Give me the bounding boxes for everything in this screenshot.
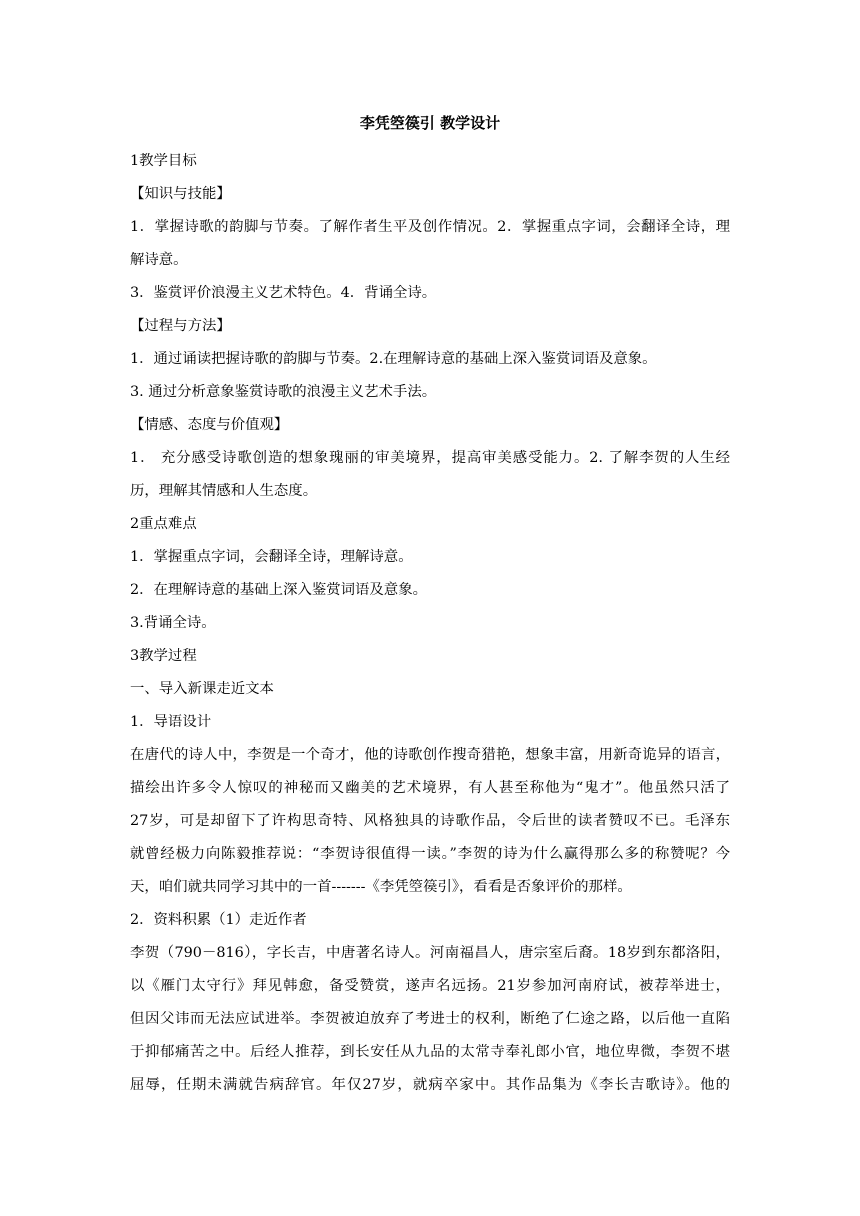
text-line: 1．通过诵读把握诗歌的韵脚与节奏。2.在理解诗意的基础上深入鉴赏词语及意象。 [130,351,657,367]
text-line: 天，咱们就共同学习其中的一首-------《李凭箜篌引》，看看是否象评价的那样。 [130,879,632,895]
text-line: 2重点难点 [130,516,197,532]
text-line: 【过程与方法】 [130,318,231,334]
text-line: 1．掌握诗歌的韵脚与节奏。了解作者生平及创作情况。2．掌握重点字词，会翻译全诗，理 [130,219,730,235]
text-line: 2．资料积累（1）走近作者 [130,912,307,928]
text-line: 3教学过程 [130,648,197,664]
text-line: 1教学目标 [130,153,197,169]
text-line: 李贺（790－816），字长吉，中唐著名诗人。河南福昌人，唐宗室后裔。18岁到东都洛阳， [130,945,730,961]
text-line: 一、导入新课走近文本 [130,681,274,697]
text-line: 在唐代的诗人中，李贺是一个奇才，他的诗歌创作搜奇猎艳，想象丰富，用新奇诡异的语言， [130,747,730,763]
text-line: 但因父讳而无法应试进举。李贺被迫放弃了考进士的权利，断绝了仁途之路，以后他一直陷 [130,1011,730,1027]
text-line: 27岁，可是却留下了许构思奇特、风格独具的诗歌作品，令后世的读者赞叹不已。毛泽东 [130,813,730,829]
text-line: 解诗意。 [130,252,188,268]
text-line: 3.背诵全诗。 [130,615,216,631]
text-line: 以《雁门太守行》拜见韩愈，备受赞赏，遂声名远扬。21岁参加河南府试，被荐举进士， [130,978,730,994]
text-line: 1．导语设计 [130,714,212,730]
document-title: 李凭箜篌引 教学设计 [359,114,501,132]
text-line: 于抑郁痛苦之中。后经人推荐，到长安任从九品的太常寺奉礼郎小官，地位卑微，李贺不堪 [130,1044,730,1060]
text-line: 历，理解其情感和人生态度。 [130,483,318,499]
text-line: 3．鉴赏评价浪漫主义艺术特色。4．背诵全诗。 [130,285,437,301]
text-line: 【情感、态度与价值观】 [130,417,289,433]
text-line: 屈辱，任期未满就告病辞官。年仅27岁，就病卒家中。其作品集为《李长吉歌诗》。他的 [130,1077,730,1093]
text-line: 描绘出许多令人惊叹的神秘而又幽美的艺术境界，有人甚至称他为“鬼才”。他虽然只活了 [130,780,730,796]
text-line: 1． 充分感受诗歌创造的想象瑰丽的审美境界，提高审美感受能力。2. 了解李贺的人生经 [130,450,730,466]
text-line: 【知识与技能】 [130,186,231,202]
text-line: 3. 通过分析意象鉴赏诗歌的浪漫主义艺术手法。 [130,384,437,400]
document-body [130,145,730,1102]
text-line: 就曾经极力向陈毅推荐说：“李贺诗很值得一读。”李贺的诗为什么赢得那么多的称赞呢？今 [130,846,730,862]
text-line: 2．在理解诗意的基础上深入鉴赏词语及意象。 [130,582,427,598]
text-line: 1．掌握重点字词，会翻译全诗，理解诗意。 [130,549,413,565]
